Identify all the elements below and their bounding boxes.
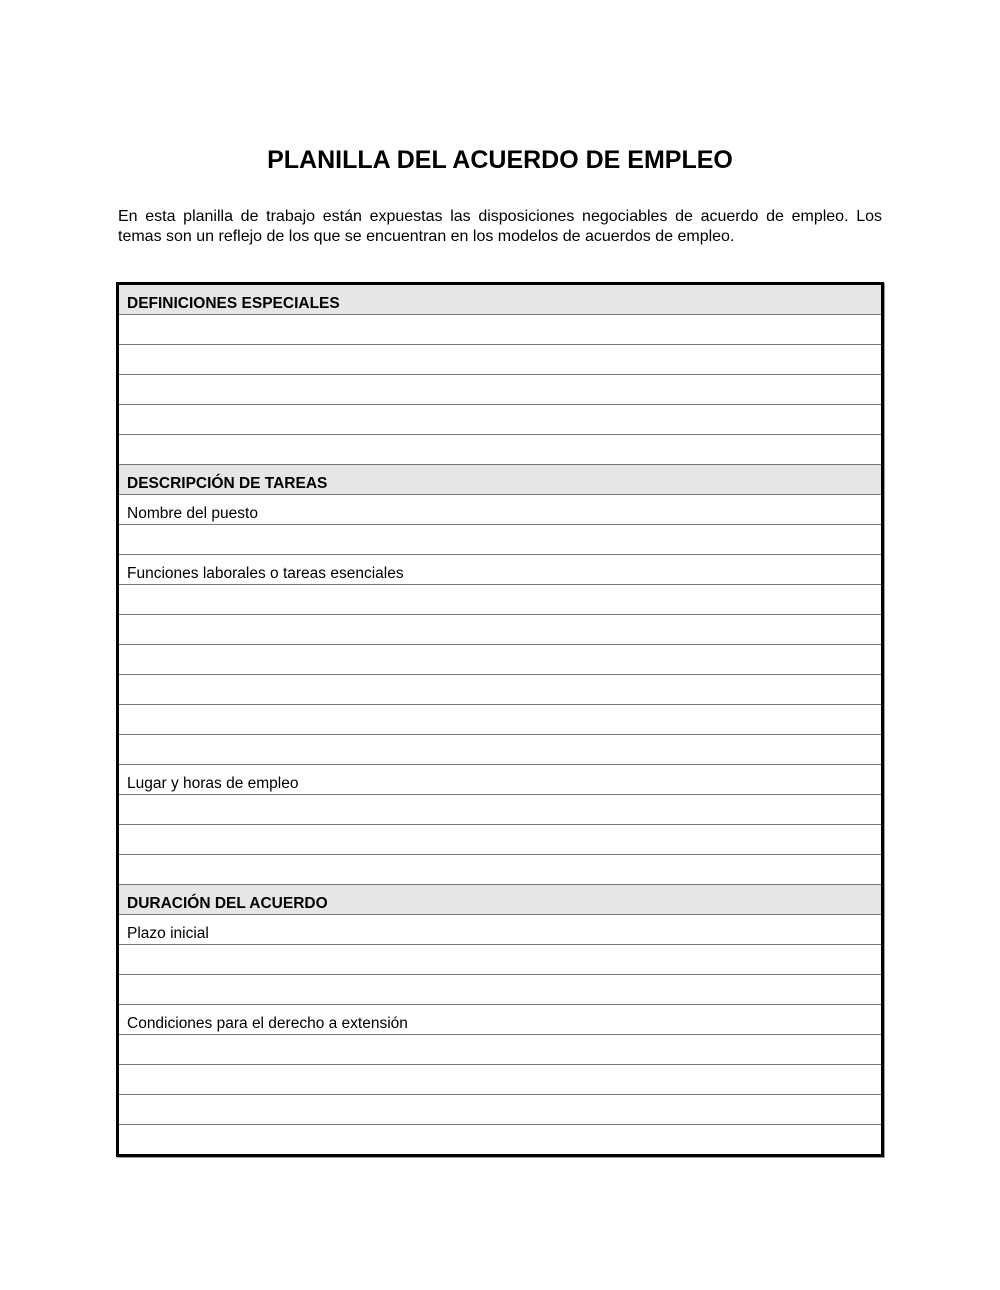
blank-entry-row[interactable] [119,615,881,645]
row-label: Lugar y horas de empleo [127,775,299,792]
blank-entry-row[interactable] [119,345,881,375]
blank-entry-row[interactable] [119,525,881,555]
section-title: DESCRIPCIÓN DE TAREAS [127,475,328,492]
blank-entry-row[interactable] [119,675,881,705]
field-label-row [119,765,881,795]
field-label-row [119,1005,881,1035]
intro-paragraph: En esta planilla de trabajo están expuestas las disposiciones negociables de acuerdo de empleo. Los temas son un reflejo de los que se encuentran en los modelos de acuerdos de empleo. [118,208,882,245]
field-label-row [119,555,881,585]
row-label: Nombre del puesto [127,505,258,522]
blank-entry-row[interactable] [119,945,881,975]
row-label: Condiciones para el derecho a extensión [127,1015,408,1032]
blank-entry-row[interactable] [119,585,881,615]
blank-entry-row[interactable] [119,735,881,765]
blank-entry-row[interactable] [119,825,881,855]
row-label: Plazo inicial [127,925,209,942]
blank-entry-row[interactable] [119,795,881,825]
blank-entry-row[interactable] [119,975,881,1005]
section-title: DEFINICIONES ESPECIALES [127,295,340,312]
blank-entry-row[interactable] [119,435,881,465]
worksheet-table [116,282,884,1157]
blank-entry-row[interactable] [119,855,881,885]
page-title: PLANILLA DEL ACUERDO DE EMPLEO [267,146,733,174]
row-label: Funciones laborales o tareas esenciales [127,565,404,582]
section-header [119,285,881,315]
section-header [119,885,881,915]
field-label-row [119,915,881,945]
field-label-row [119,495,881,525]
blank-entry-row[interactable] [119,1095,881,1125]
blank-entry-row[interactable] [119,315,881,345]
blank-entry-row[interactable] [119,645,881,675]
blank-entry-row[interactable] [119,705,881,735]
blank-entry-row[interactable] [119,1035,881,1065]
blank-entry-row[interactable] [119,1125,881,1154]
blank-entry-row[interactable] [119,375,881,405]
blank-entry-row[interactable] [119,405,881,435]
section-title: DURACIÓN DEL ACUERDO [127,895,328,912]
section-header [119,465,881,495]
blank-entry-row[interactable] [119,1065,881,1095]
